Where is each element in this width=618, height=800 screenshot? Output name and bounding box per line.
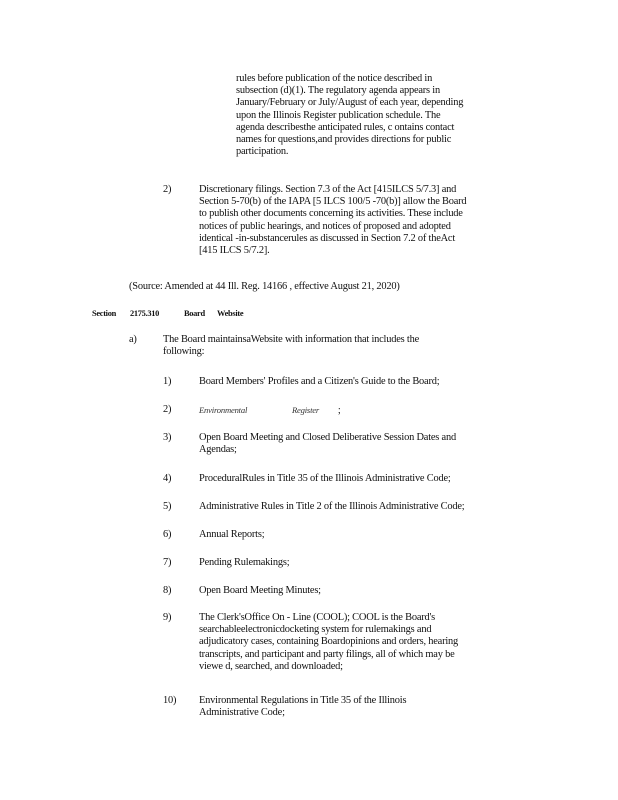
text-line: The Board maintainsaWebsite with information that includes the: [163, 334, 419, 345]
text-line: participation.: [236, 146, 289, 158]
item-number: 8): [163, 585, 172, 596]
list-item: [199, 473, 521, 485]
list-item: [199, 432, 521, 456]
continuation-paragraph: [236, 73, 516, 158]
subsection-a-text: [163, 334, 483, 358]
italic-term: Environmental: [199, 405, 248, 415]
text-line: Agendas;: [199, 444, 237, 456]
text-line: Administrative Code;: [199, 707, 285, 719]
item-number: 7): [163, 557, 172, 568]
italic-term: Register: [291, 405, 320, 415]
text-line: adjudicatory cases, containing Boardopinions and orders, hearing: [199, 636, 459, 648]
punctuation: ;: [337, 405, 341, 416]
text-line: Annual Reports;: [199, 529, 265, 540]
item-number: 9): [163, 612, 172, 623]
list-item: [199, 612, 521, 673]
text-line: Open Board Meeting and Closed Deliberative Session Dates and: [199, 432, 456, 443]
text-line: Board Members' Profiles and a Citizen's Guide to the Board;: [199, 376, 440, 387]
text-line: notices of public hearings, and notices of proposed and adopted: [199, 220, 451, 232]
list-item: [199, 404, 521, 417]
item-number: 3): [163, 432, 172, 443]
item-number: 4): [163, 473, 172, 484]
text-line: ProceduralRules in Title 35 of the Illinois Administrative Code;: [199, 473, 451, 484]
text-line: January/February or July/August of each year, depending: [236, 97, 464, 109]
text-line: rules before publication of the notice described in: [236, 73, 433, 84]
list-item: [199, 557, 521, 569]
text-line: The Clerk'sOffice On - Line (COOL); COOL is the Board's: [199, 612, 436, 623]
discretionary-filings-paragraph: [199, 184, 521, 257]
section-number: 2175.310: [130, 309, 160, 318]
text-line: transcripts, and participant and party filings, all of which may be: [199, 648, 455, 660]
text-line: names for questions,and provides directions for public: [236, 134, 452, 146]
text-line: Discretionary filings. Section 7.3 of the Act [415ILCS 5/7.3] and: [199, 184, 457, 195]
item-number: 1): [163, 376, 172, 387]
list-item: [199, 695, 521, 719]
section-label: Section: [92, 309, 116, 318]
source-note: (Source: Amended at 44 Ill. Reg. 14166 , effective August 21, 2020): [129, 281, 400, 292]
text-line: [415 ILCS 5/7.2].: [199, 245, 270, 257]
text-line: Pending Rulemakings;: [199, 557, 290, 568]
text-line: viewe d, searched, and downloaded;: [199, 660, 343, 672]
text-line: Administrative Rules in Title 2 of the Illinois Administrative Code;: [199, 501, 465, 512]
text-line: Section 5-70(b) of the IAPA [5 ILCS 100/5 -70(b)] allow the Board: [199, 196, 467, 208]
text-line: Open Board Meeting Minutes;: [199, 585, 321, 596]
section-title-word: Board: [184, 309, 205, 318]
section-title-word: Website: [217, 309, 244, 318]
list-item: [199, 376, 521, 388]
text-line: Environmental Regulations in Title 35 of the Illinois: [199, 695, 407, 706]
item-number: 6): [163, 529, 172, 540]
text-line: following:: [163, 346, 205, 358]
item-number: 10): [163, 695, 177, 706]
text-line: upon the Illinois Register publication schedule. The: [236, 109, 441, 121]
text-line: searchableelectronicdocketing system for rulemakings and: [199, 624, 432, 636]
item-number: 2): [163, 184, 172, 195]
list-item: [199, 585, 521, 597]
item-number: 2): [163, 404, 172, 415]
text-line: identical -in-substancerules as discussed in Section 7.2 of theAct: [199, 232, 456, 244]
text-line: to publish other documents concerning its activities. These include: [199, 208, 463, 220]
list-item: [199, 529, 521, 541]
subsection-label: a): [129, 334, 137, 345]
text-line: subsection (d)(1). The regulatory agenda appears in: [236, 85, 440, 97]
list-item: [199, 501, 521, 513]
text-line: agenda describesthe anticipated rules, c ontains contact: [236, 121, 455, 133]
item-number: 5): [163, 501, 172, 512]
